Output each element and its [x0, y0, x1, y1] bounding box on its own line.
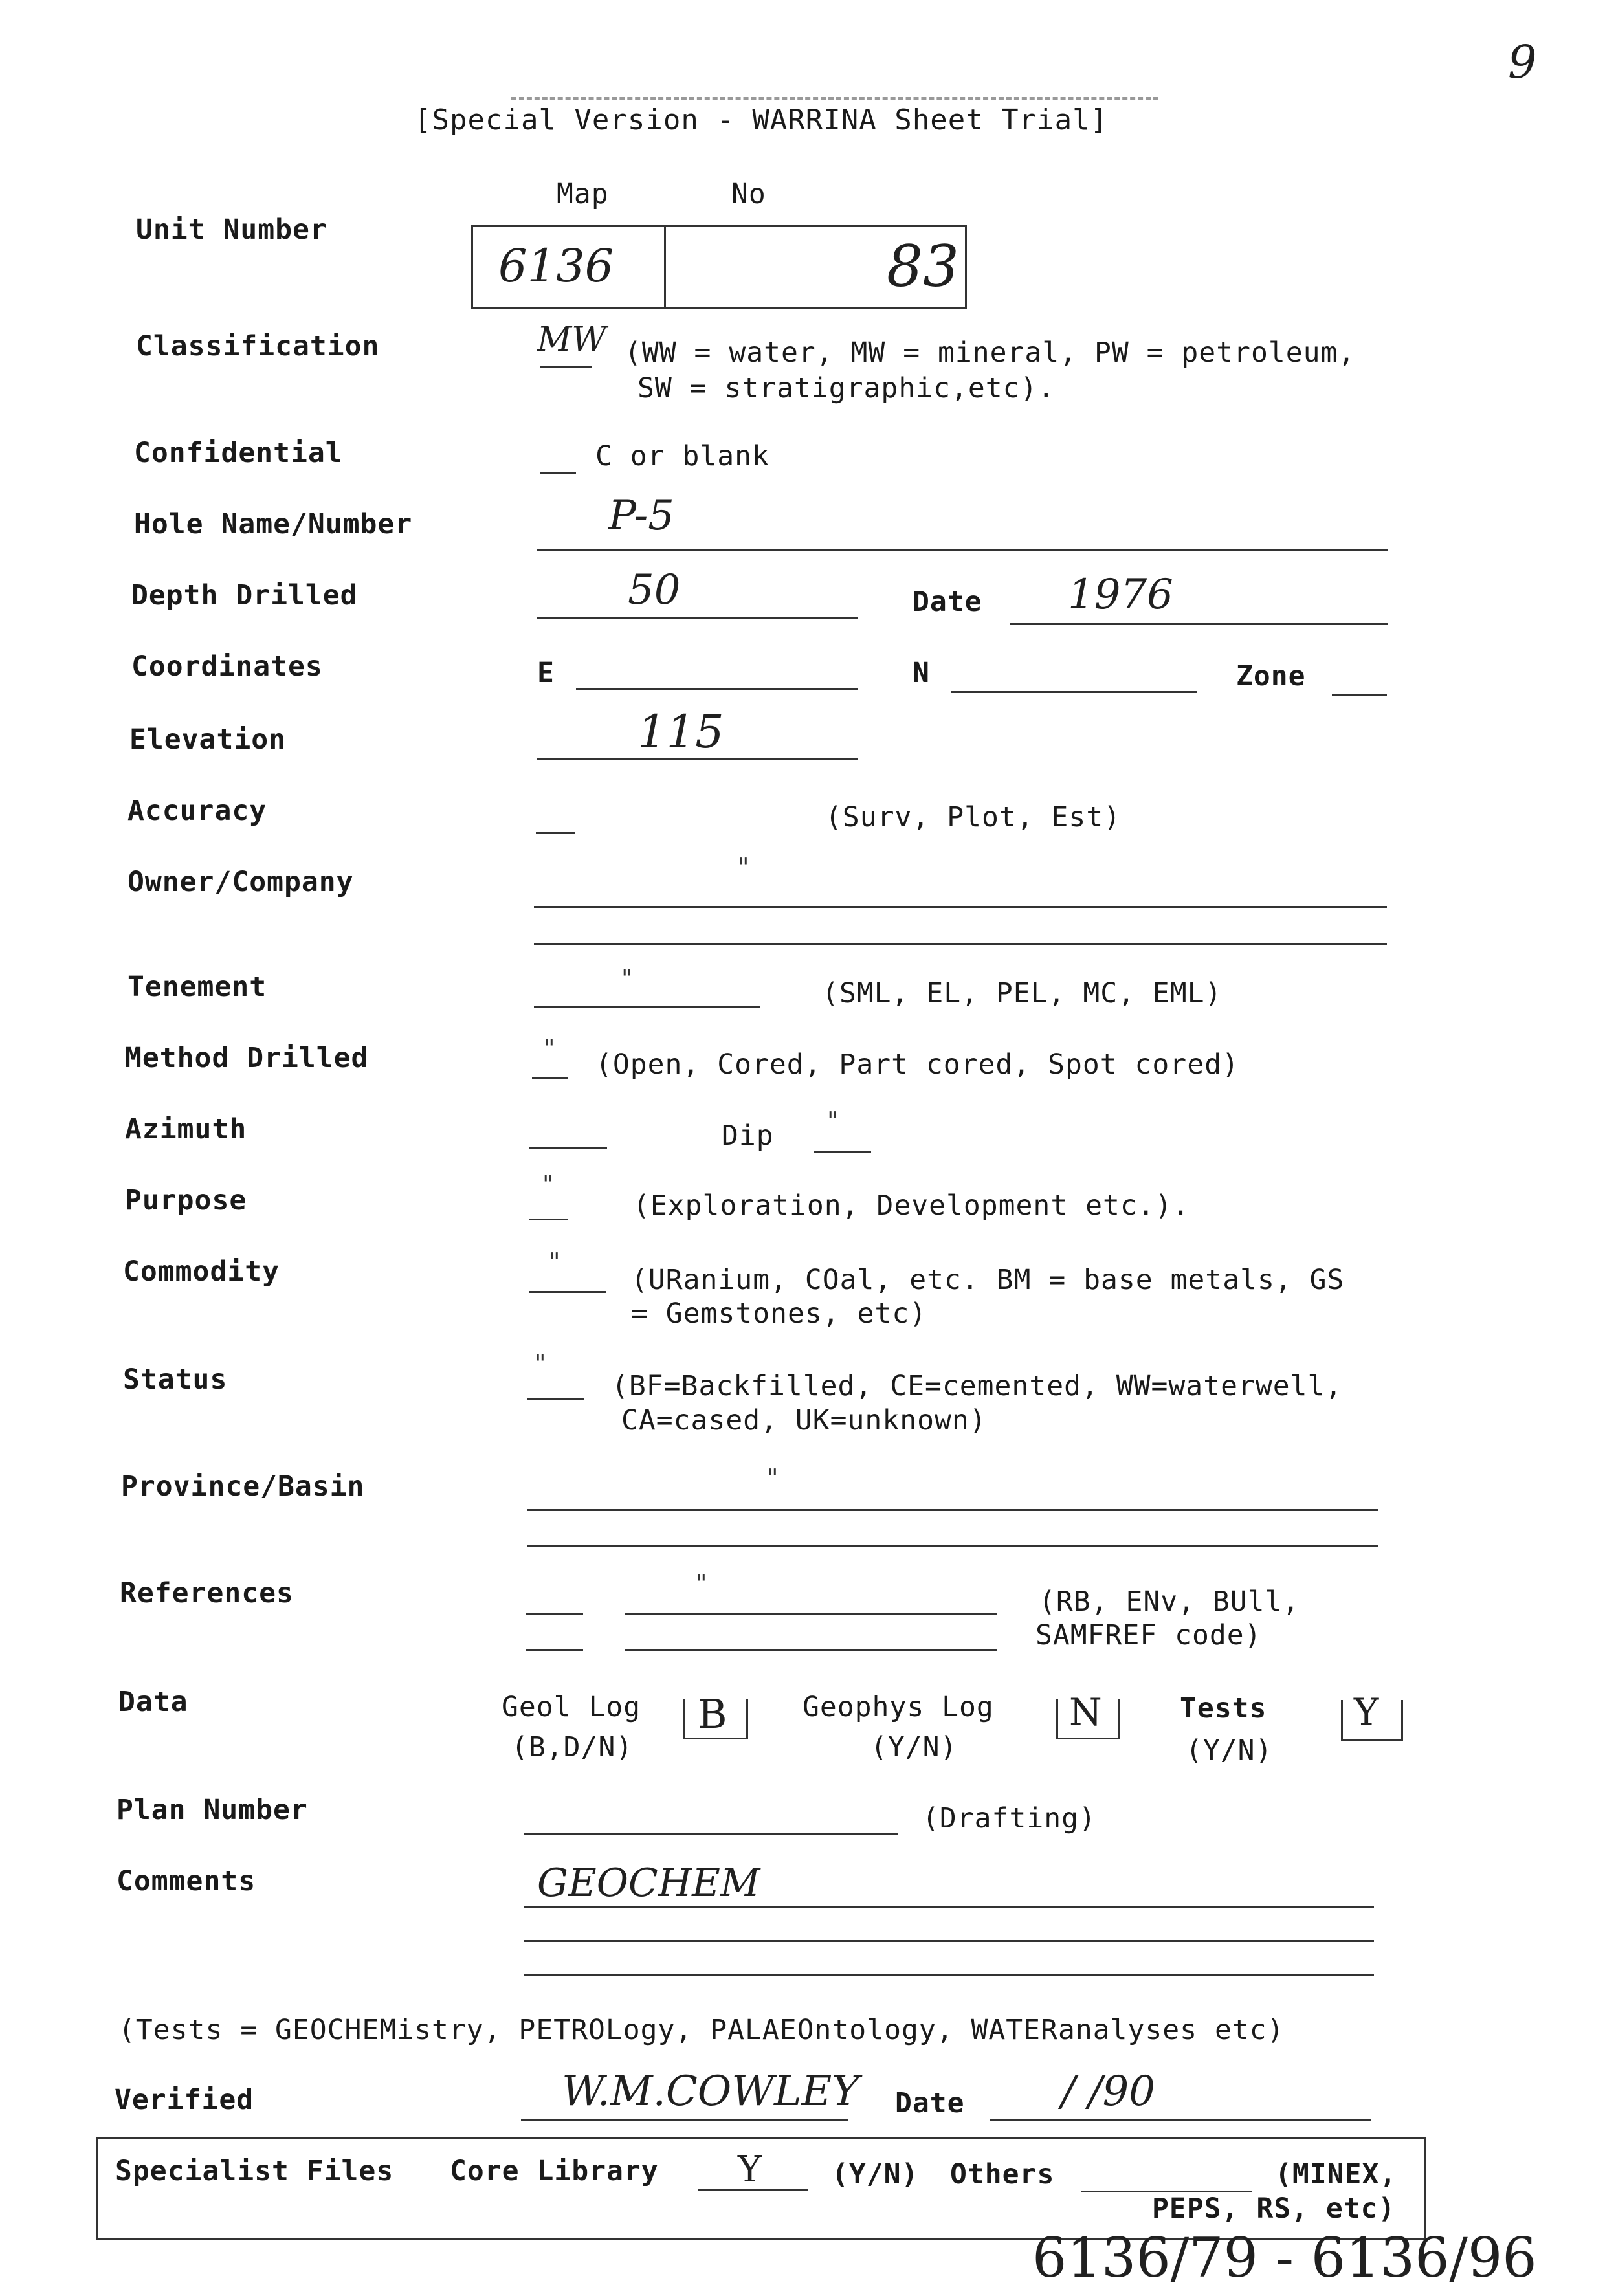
references-label: References: [120, 1577, 294, 1609]
comments-line-3: [524, 1974, 1374, 1976]
plan-number-note: (Drafting): [922, 1802, 1096, 1835]
commodity-note-2: = Gemstones, etc): [631, 1297, 927, 1330]
plan-number-label: Plan Number: [116, 1794, 308, 1826]
classification-line: [540, 366, 592, 368]
method-note: (Open, Cored, Part cored, Spot cored): [595, 1048, 1239, 1081]
dip-line: [814, 1151, 871, 1153]
references-note-2: SAMFREF code): [1035, 1619, 1262, 1651]
specialist-files-label: Specialist Files: [115, 2155, 394, 2187]
elevation-line: [537, 758, 858, 760]
hole-name-label: Hole Name/Number: [134, 508, 413, 540]
method-ditto: ": [544, 1034, 555, 1063]
core-library-value: Y: [738, 2148, 762, 2191]
elevation-value: 115: [637, 705, 724, 758]
confidential-line: [540, 472, 576, 474]
unit-map-value: 6136: [498, 239, 614, 293]
tenement-ditto: ": [621, 964, 633, 993]
northing-label: N: [913, 657, 930, 689]
tests-legend: (Tests = GEOCHEMistry, PETROLogy, PALAEOntology, WATERanalyses etc): [118, 2014, 1285, 2046]
references-long-line-1: [625, 1613, 997, 1615]
references-long-line-2: [625, 1649, 997, 1651]
easting-label: E: [537, 657, 555, 689]
tenement-line: [534, 1006, 760, 1008]
owner-line-2: [534, 943, 1387, 945]
accuracy-line: [536, 832, 575, 834]
verified-date-line: [990, 2119, 1371, 2121]
classification-note-1: (WW = water, MW = mineral, PW = petroleum,: [625, 337, 1356, 369]
unit-number-label: Unit Number: [136, 214, 327, 246]
province-ditto: ": [767, 1464, 779, 1492]
geol-log-value: B: [698, 1690, 727, 1738]
tests-label: Tests: [1180, 1692, 1267, 1725]
comments-label: Comments: [116, 1865, 256, 1897]
corner-page-mark: 9: [1508, 36, 1537, 89]
method-label: Method Drilled: [125, 1042, 369, 1074]
tests-options: (Y/N): [1186, 1734, 1273, 1767]
status-line: [527, 1398, 584, 1400]
unit-number-divider: [664, 227, 666, 307]
geol-log-label: Geol Log: [502, 1691, 641, 1723]
depth-date-label: Date: [913, 586, 982, 618]
commodity-note-1: (URanium, COal, etc. BM = base metals, GS: [631, 1264, 1345, 1296]
tenement-label: Tenement: [127, 971, 267, 1003]
status-ditto: ": [535, 1349, 546, 1378]
method-line: [532, 1077, 568, 1079]
unit-no-value: 83: [887, 233, 959, 300]
core-library-line: [698, 2189, 808, 2191]
confidential-label: Confidential: [134, 437, 343, 469]
zone-label: Zone: [1236, 660, 1306, 692]
verified-signature: W.M.COWLEY: [562, 2068, 859, 2115]
accuracy-label: Accuracy: [127, 795, 267, 827]
header-title: [Special Version - WARRINA Sheet Trial]: [414, 104, 1109, 137]
tenement-note: (SML, EL, PEL, MC, EML): [822, 977, 1223, 1010]
accuracy-note: (Surv, Plot, Est): [825, 801, 1122, 833]
purpose-label: Purpose: [125, 1184, 247, 1217]
easting-line: [576, 688, 858, 690]
references-ditto: ": [696, 1569, 707, 1598]
geophys-log-value: N: [1069, 1690, 1102, 1734]
plan-number-line: [524, 1833, 898, 1835]
hole-name-value: P-5: [608, 492, 674, 540]
status-note-2: CA=cased, UK=unknown): [621, 1404, 987, 1437]
verified-date-label: Date: [895, 2087, 965, 2119]
status-note-1: (BF=Backfilled, CE=cemented, WW=waterwell,: [612, 1370, 1343, 1402]
commodity-label: Commodity: [123, 1255, 280, 1288]
depth-label: Depth Drilled: [131, 579, 358, 612]
faded-heading-line: [511, 97, 1158, 100]
classification-note-2: SW = stratigraphic,etc).: [637, 372, 1056, 404]
dip-label: Dip: [722, 1120, 774, 1152]
references-short-line-1: [526, 1613, 583, 1615]
dip-ditto: ": [827, 1107, 839, 1135]
comments-line-2: [524, 1940, 1374, 1942]
geophys-log-label: Geophys Log: [802, 1691, 994, 1723]
others-label: Others: [950, 2158, 1055, 2191]
province-line-1: [527, 1509, 1378, 1511]
purpose-ditto: ": [542, 1170, 554, 1198]
references-note-1: (RB, ENv, BUll,: [1039, 1585, 1300, 1618]
data-label: Data: [118, 1686, 188, 1718]
confidential-note: C or blank: [595, 440, 769, 472]
depth-date-value: 1976: [1068, 571, 1173, 619]
no-column-header: No: [731, 178, 766, 210]
map-column-header: Map: [557, 178, 609, 210]
comments-value: GEOCHEM: [537, 1860, 760, 1906]
footer-range: 6136/79 - 6136/96: [1032, 2226, 1537, 2290]
status-label: Status: [123, 1363, 228, 1396]
depth-value: 50: [628, 566, 681, 614]
classification-value: MW: [537, 320, 606, 359]
elevation-label: Elevation: [129, 723, 286, 756]
verified-line: [521, 2119, 848, 2121]
others-note-1: (MINEX,: [1275, 2158, 1397, 2191]
references-short-line-2: [526, 1649, 583, 1651]
others-note-2: PEPS, RS, etc): [1152, 2192, 1396, 2225]
azimuth-line: [529, 1147, 607, 1149]
tests-value: Y: [1354, 1690, 1379, 1734]
province-label: Province/Basin: [121, 1470, 365, 1503]
verified-date-value: / /90: [1061, 2068, 1155, 2115]
zone-line: [1332, 694, 1387, 696]
coordinates-label: Coordinates: [131, 650, 323, 683]
owner-line-1: [534, 906, 1387, 908]
classification-label: Classification: [136, 330, 380, 362]
owner-label: Owner/Company: [127, 866, 354, 898]
northing-line: [951, 691, 1197, 693]
core-library-options: (Y/N): [832, 2158, 919, 2191]
hole-name-line: [537, 549, 1388, 551]
verified-label: Verified: [115, 2084, 254, 2116]
commodity-ditto: ": [549, 1248, 560, 1276]
core-library-label: Core Library: [450, 2155, 659, 2187]
azimuth-label: Azimuth: [125, 1113, 247, 1145]
comments-line-1: [524, 1906, 1374, 1908]
province-line-2: [527, 1545, 1378, 1547]
depth-date-line: [1010, 623, 1388, 625]
geol-log-options: (B,D/N): [511, 1731, 634, 1763]
owner-ditto: ": [738, 853, 749, 881]
depth-line: [537, 617, 858, 619]
commodity-line: [529, 1291, 606, 1293]
purpose-note: (Exploration, Development etc.).: [633, 1189, 1190, 1222]
geophys-log-options: (Y/N): [870, 1731, 958, 1763]
purpose-line: [529, 1219, 568, 1220]
